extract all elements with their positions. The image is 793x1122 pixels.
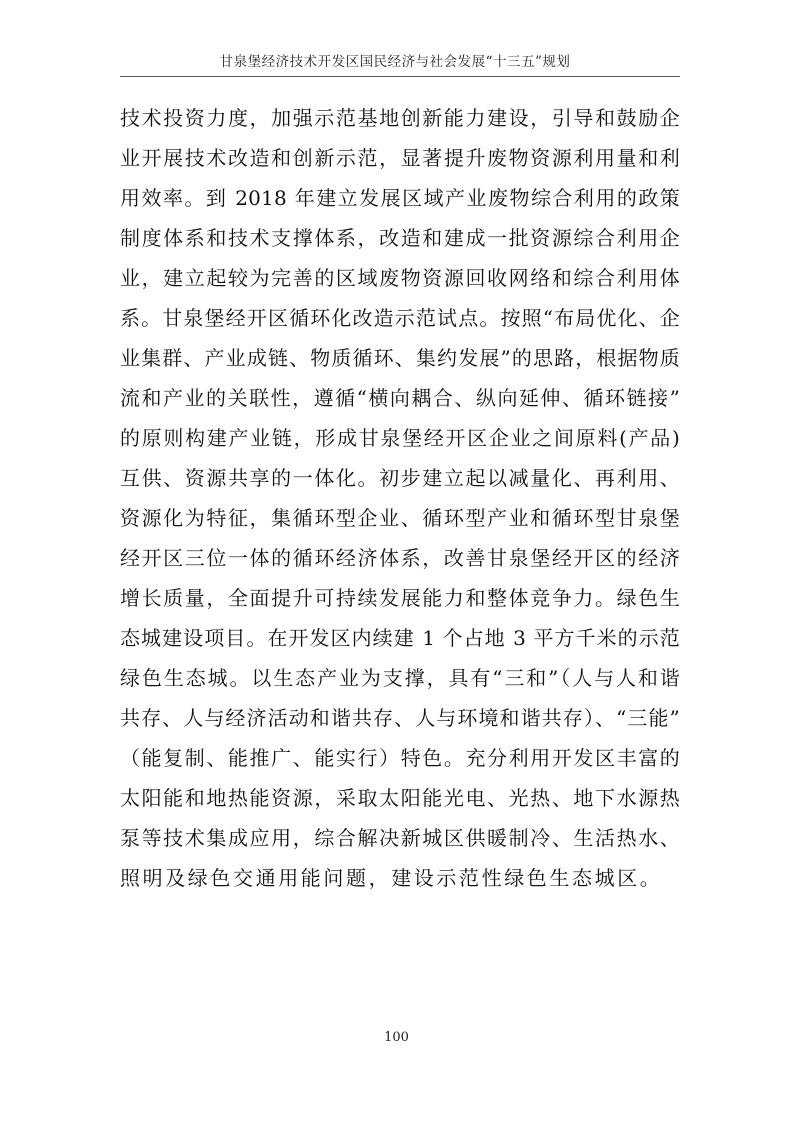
body-line: （能复制、能推广、能实行）特色。充分利用开发区丰富的 — [120, 746, 680, 770]
header-divider — [120, 76, 680, 77]
body-line: 制度体系和技术支撑体系，改造和建成一批资源综合利用企 — [120, 226, 680, 250]
body-line: 经开区三位一体的循环经济体系，改善甘泉堡经开区的经济 — [120, 546, 680, 570]
page-number: 100 — [384, 1030, 409, 1045]
body-line: 资源化为特征，集循环型企业、循环型产业和循环型甘泉堡 — [120, 506, 680, 530]
body-line: 业集群、产业成链、物质循环、集约发展”的思路，根据物质 — [120, 346, 680, 370]
body-line: 照明及绿色交通用能问题，建设示范性绿色生态城区。 — [120, 866, 663, 890]
page-header: 甘泉堡经济技术开发区国民经济与社会发展“十三五”规划 — [219, 54, 571, 70]
body-line: 用效率。到 2018 年建立发展区域产业废物综合利用的政策 — [120, 186, 680, 210]
body-line: 业，建立起较为完善的区域废物资源回收网络和综合利用体 — [120, 266, 680, 290]
body-line: 互供、资源共享的一体化。初步建立起以减量化、再利用、 — [120, 466, 680, 490]
body-line: 业开展技术改造和创新示范，显著提升废物资源利用量和利 — [120, 146, 680, 170]
body-line: 态城建设项目。在开发区内续建 1 个占地 3 平方千米的示范 — [120, 626, 680, 650]
body-text — [120, 98, 680, 898]
body-line: 的原则构建产业链，形成甘泉堡经开区企业之间原料(产品) — [120, 426, 680, 450]
body-line: 增长质量，全面提升可持续发展能力和整体竞争力。绿色生 — [120, 586, 680, 610]
body-line: 泵等技术集成应用，综合解决新城区供暖制冷、生活热水、 — [120, 826, 680, 850]
body-line: 太阳能和地热能资源，采取太阳能光电、光热、地下水源热 — [120, 786, 680, 810]
body-line: 系。甘泉堡经开区循环化改造示范试点。按照“布局优化、企 — [120, 306, 680, 330]
body-line: 绿色生态城。以生态产业为支撑，具有“三和”（人与人和谐 — [120, 666, 680, 690]
body-line: 共存、人与经济活动和谐共存、人与环境和谐共存）、“三能” — [120, 706, 680, 730]
body-line: 技术投资力度，加强示范基地创新能力建设，引导和鼓励企 — [120, 106, 680, 130]
body-line: 流和产业的关联性，遵循“横向耦合、纵向延伸、循环链接” — [120, 386, 680, 410]
